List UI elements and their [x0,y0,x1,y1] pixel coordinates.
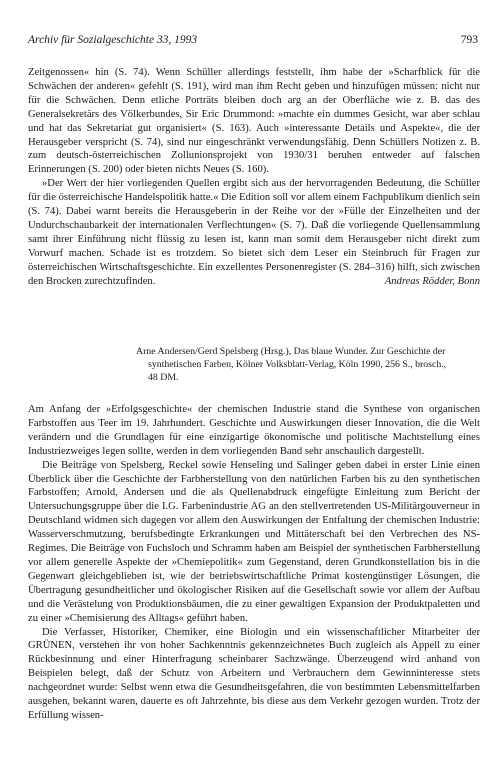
journal-title: Archiv für Sozialgeschichte 33, 1993 [28,34,198,46]
book-reference-line: Arne Andersen/Gerd Spelsberg (Hrsg.), Das blaue Wunder. Zur Geschichte der [136,346,446,357]
page-number: 793 [460,34,478,46]
previous-review-paragraph: Zeitgenossen« hin (S. 74). Wenn Schüller allerdings feststellt, ihm habe der »Scharfblick für die Schwächen der anderen« gefehlt (S. 191), wird man ihm Recht geben und hinzufügen müssen: nicht nur für die Schwächen. Denn etliche Porträts bleiben doch arg an der Oberfläche wie z. B. das des Generalsekretärs des Völkerbundes, Sir Eric Drummond: »machte ein dummes Gesicht, war aber schlau und hat das Sekretariat gut organisiert« (S. 163). Auch »interessante Details und Aspekte«, die der Herausgeber verspricht (S. 74), sind nur eingeschränkt verwendungsfähig. Denn Schüllers Notizen z. B. zum deutsch-österreichischen Zollunionsprojekt von 1930/31 beruhen entweder auf falschen Erinnerungen (S. 200) oder bieten nichts Neues (S. 160). [28,67,480,176]
review-text [28,403,480,723]
review-paragraph: Die Beiträge von Spelsberg, Reckel sowie Henseling und Salinger geben dabei in erster Linie einen Überblick über die Geschichte der Farbherstellung von den natürlichen Farben bis zu den synthetischen Farbstoffen; Arnold, Andersen und die als Quellenabdruck eingefügte Einleitung zum Bericht der Untersuchungsgruppe über die I.G. Farbenindustrie AG an den stellvertretenden US-Militärgouverneur in Deutschland widmen sich dagegen vor allem den Auswirkungen der Entfaltung der chemischen Industrie: Wasserverschmutzung, berufsbedingte Erkrankungen und Mittäterschaft bei den Verbrechen des NS-Regimes. Die Beiträge von Fuchsloch und Schramm haben am Beispiel der synthetischen Farbherstellung vor allem generelle Aspekte der »Chemiepolitik« zum Gegenstand, deren Grundkonstellation bis in die Gegenwart gleichgeblieben ist, wie der betriebswirtschaftliche Primat kostengünstiger Lösungen, die Übertragung gesundheitlicher und ökologischer Risiken auf die Gesellschaft sowie vor allem der Aufbau und die Verästelung von Produktionsbäumen, die zu einer gewaltigen Expansion der Produktpaletten und zu einer »Chemisierung des Alltags« geführt haben. [28,459,480,624]
previous-review-paragraph-text: »Der Wert der hier vorliegenden Quellen ergibt sich aus der hervorragenden Bedeutung, die Schüller für die österreichische Handelspolitik hatte.« Die Edition soll vor allem einem Fachpublikum dienlich sein (S. 74). Dabei warnt bereits die Herausgeberin in der Reihe vor der »Fülle der Einzelheiten und der Undurchschaubarkeit der internationalen Verflechtungen« (S. 7). Daß die vorliegende Quellensammlung samt ihrer Einführung nicht flüssig zu lesen ist, kann man somit dem Herausgeber nicht direkt zum Vorwurf machen. Schade ist es trotzdem. So bietet sich dem Leser ein Steinbruch für Fragen zur österreichischen Wirtschaftsgeschichte. Ein exzellentes Personenregister (S. 284–316) hilft, sich zwischen den Brocken zurechtzufinden. [28,178,480,287]
running-header [28,34,478,50]
reviewer-signature: Andreas Rödder, Bonn [384,275,480,287]
previous-review-text [28,66,480,289]
review-paragraph: Am Anfang der »Erfolgsgeschichte« der chemischen Industrie stand die Synthese von organischen Farbstoffen aus Teer im 19. Jahrhundert. Geschichte und Auswirkungen dieser Innovation, die die Welt verändern und die Grundlagen für eine einzigartige ökonomische und politische Machtstellung eines Industriezweiges legen sollte, werden in dem vorliegenden Band sehr anschaulich dargestellt. [28,404,480,457]
book-reference-line: synthetischen Farben, Kölner Volksblatt-Verlag, Köln 1990, 256 S., brosch., [148,359,447,370]
review-paragraph: Die Verfasser, Historiker, Chemiker, eine Biologin und ein wissenschaftlicher Mitarbeiter der GRÜNEN, verstehen ihr von hoher Sachkenntnis gekennzeichnetes Buch zugleich als Appell zu einer Rückbesinnung und einer Hinterfragung scheinbarer Sachzwänge. Überzeugend wird anhand von Beispielen belegt, daß der Schutz von Arbeitern und Verbrauchern dem Gewinninteresse stets nachgeordnet wurde: Selbst wenn etwa die Gesundheitsgefahren, die von bestimmten Lebensmittelfarben ausgehen, bekannt waren, dauerte es oft Jahrzehnte, bis diese aus dem Verkehr gezogen wurden. Trotz der Erfüllung wissen- [28,626,480,721]
book-reference [136,345,476,384]
book-reference-line: 48 DM. [148,372,179,383]
previous-review-paragraph [28,177,480,288]
